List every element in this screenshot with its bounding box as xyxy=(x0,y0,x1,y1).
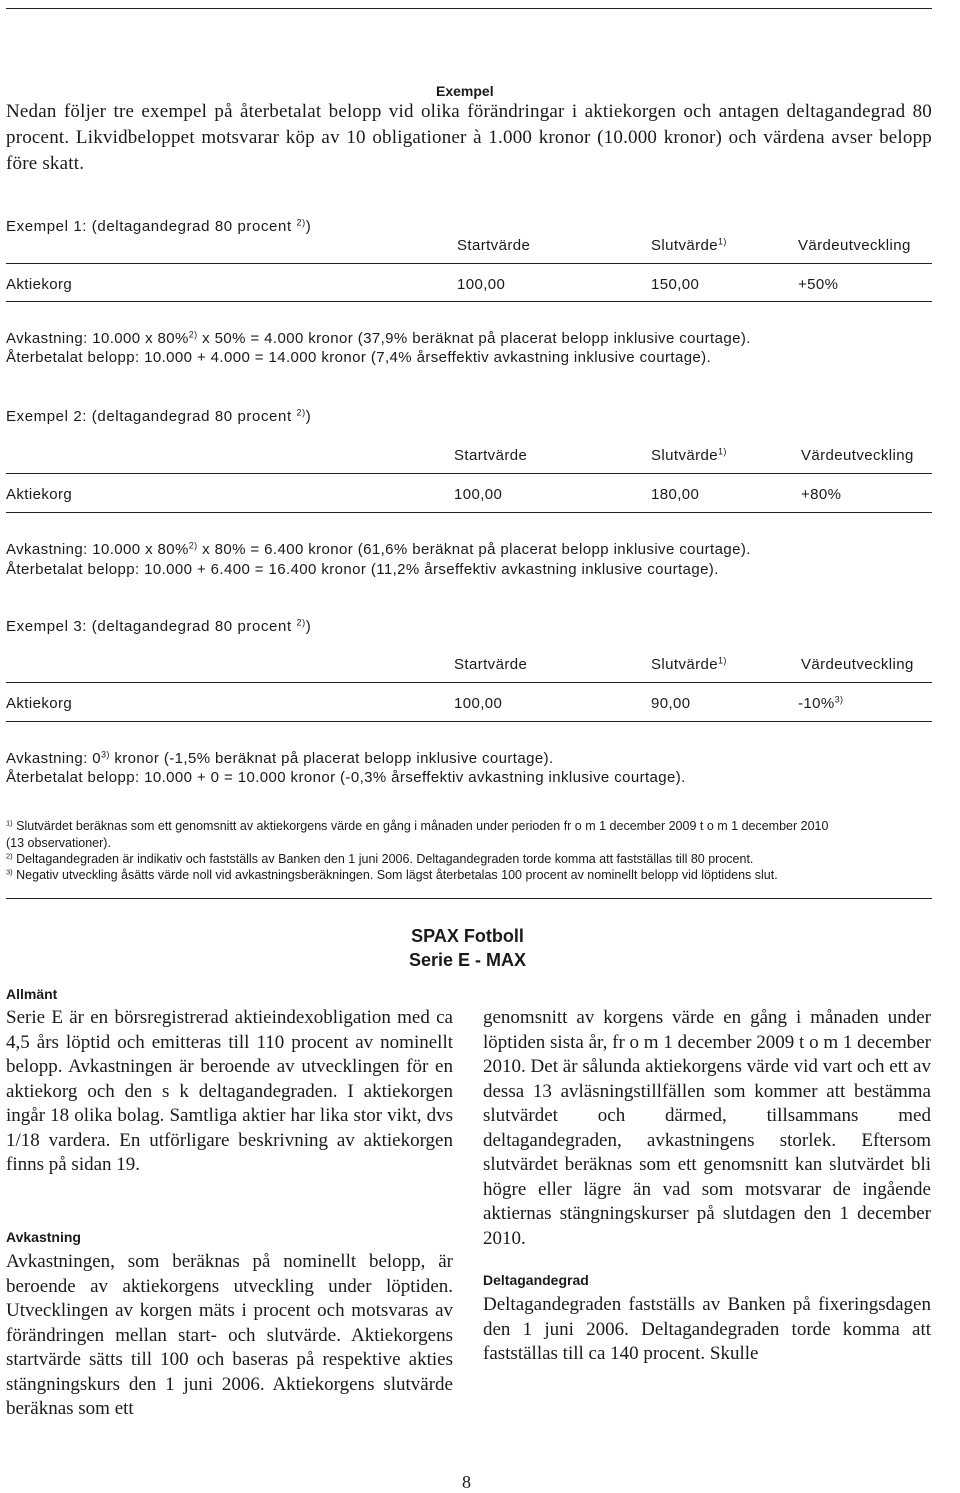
section-heading-allmant: Allmänt xyxy=(6,986,58,1002)
example-3-header-rule xyxy=(6,682,932,683)
example-2-title: Exempel 2: (deltagandegrad 80 procent $^{2)}$) xyxy=(6,407,312,425)
footnote-1-continued: (13 observationer). xyxy=(6,836,111,850)
example-1-row-label: Aktiekorg xyxy=(6,276,73,293)
example-1-start-value: 100,00 xyxy=(457,276,506,293)
example-2-row-label: Aktiekorg xyxy=(6,486,73,503)
footnote-1: $^{1)}$ Slutvärdet beräknas som ett genomsnitt av aktiekorgens värde en gång i månaden under perioden fr o m 1 december 2009 t o m 1 december 2010 xyxy=(6,818,829,833)
section-body-allmant: Serie E är en börsregistrerad aktieindexobligation med ca 4,5 års löptid och emitteras till 110 procent av nominellt belopp. Avkastningen är beroende av utvecklingen för en aktiekorg och den s k deltagandegraden. I aktiekorgen ingår 18 olika bolag. Samtliga aktier har lika stor vikt, dvs 1/18 vardera. En utförligare beskrivning av aktiekorgen finns på sidan 19. xyxy=(6,1007,453,1175)
example-3-title: Exempel 3: (deltagandegrad 80 procent $^{2)}$) xyxy=(6,617,312,635)
col-change-header: Värdeutveckling xyxy=(798,237,911,254)
section-heading-avkastning: Avkastning xyxy=(6,1229,81,1245)
example-2-calc-repaid: Återbetalat belopp: 10.000 + 6.400 = 16.400 kronor (11,2% årseffektiv avkastning inklusive courtage). xyxy=(6,561,719,578)
example-1-end-value: 150,00 xyxy=(651,276,700,293)
example-3-change-value: -10%$^{3)}$ xyxy=(798,694,844,712)
example-3-calc-repaid: Återbetalat belopp: 10.000 + 0 = 10.000 kronor (-0,3% årseffektiv avkastning inklusive courtage). xyxy=(6,769,686,786)
example-intro: Nedan följer tre exempel på återbetalat belopp vid olika förändringar i aktiekorgen och antagen deltagandegrad 80 procent. Likvidbeloppet motsvarar köp av 10 obligationer à 1.000 kronor (10.000 kronor) och värdena avser belopp före skatt. xyxy=(6,101,932,174)
document-title xyxy=(360,924,575,972)
document-title-line-2: Serie E - MAX xyxy=(408,950,527,970)
example-2-header-rule xyxy=(6,473,932,474)
example-3-start-value: 100,00 xyxy=(454,695,503,712)
example-1-header-rule xyxy=(6,263,932,264)
section-heading-deltagandegrad: Deltagandegrad xyxy=(483,1272,589,1288)
col-start-header: Startvärde xyxy=(454,656,528,673)
section-body-avkastning: Avkastningen, som beräknas på nominellt belopp, är beroende av aktiekorgens utveckling under löptiden. Utvecklingen av korgen mäts i procent och motsvaras av förändringen mellan start- och slutvärde. Aktiekorgens startvärde sätts till 100 och baseras på respektive akties stängningskurs den 1 juni 2006. Aktiekorgens slutvärde beräknas som ett xyxy=(6,1251,453,1419)
example-1-calc-repaid: Återbetalat belopp: 10.000 + 4.000 = 14.000 kronor (7,4% årseffektiv avkastning inklusive courtage). xyxy=(6,349,712,366)
col-end-header: Slutvärde$^{1)}$ xyxy=(651,236,727,254)
example-2-change-value: +80% xyxy=(801,486,842,503)
page-number: 8 xyxy=(462,1472,471,1492)
col-change-header: Värdeutveckling xyxy=(801,447,914,464)
example-1-change-value: +50% xyxy=(798,276,839,293)
col-start-header: Startvärde xyxy=(454,447,528,464)
top-border xyxy=(6,8,932,9)
example-1-row-rule xyxy=(6,301,932,302)
example-3-row-label: Aktiekorg xyxy=(6,695,73,712)
example-2-row-rule xyxy=(6,512,932,513)
footnote-2: $^{2)}$ Deltagandegraden är indikativ och fastställs av Banken den 1 juni 2006. Deltagandegraden torde komma att fastställas till 80 procent. xyxy=(6,851,754,866)
example-1-title: Exempel 1: (deltagandegrad 80 procent $^{2)}$) xyxy=(6,217,312,235)
document-title-line-1: SPAX Fotboll xyxy=(411,926,524,946)
example-3-calc-return: Avkastning: 0$^{3)}$ kronor (-1,5% beräknat på placerat belopp inklusive courtage). xyxy=(6,749,554,767)
col-end-header: Slutvärde$^{1)}$ xyxy=(651,446,727,464)
example-2-start-value: 100,00 xyxy=(454,486,503,503)
example-2-calc-return: Avkastning: 10.000 x 80%$^{2)}$ x 80% = 6.400 kronor (61,6% beräknat på placerat belopp inklusive courtage). xyxy=(6,540,751,558)
section-body-deltagandegrad: Deltagandegraden fastställs av Banken på fixeringsdagen den 1 juni 2006. Deltagandegraden torde komma att fastställas till ca 140 procent. Skulle xyxy=(483,1294,931,1364)
example-3-row-rule xyxy=(6,721,932,722)
col-end-header: Slutvärde$^{1)}$ xyxy=(651,655,727,673)
col-change-header: Värdeutveckling xyxy=(801,656,914,673)
example-heading: Exempel xyxy=(436,83,494,99)
example-3-end-value: 90,00 xyxy=(651,695,691,712)
section-body-slutvarde: genomsnitt av korgens värde en gång i månaden under löptiden sista år, fr o m 1 december 2009 t o m 1 december 2010. Det är sålunda aktiekorgens värde vid vart och ett av dessa 13 avläsningstillfällen som kommer att bestämma slutvärdet och därmed, tillsammans med deltagandegraden, avkastningens storlek. Eftersom slutvärdet beräknas som ett genomsnitt kan slutvärdet bli högre eller lägre än vad som motsvarar de ingående aktiernas stängningskurser på slutdagen den 1 december 2010. xyxy=(483,1007,931,1249)
example-2-end-value: 180,00 xyxy=(651,486,700,503)
col-start-header: Startvärde xyxy=(457,237,531,254)
bottom-border xyxy=(6,898,932,899)
footnote-3: $^{3)}$ Negativ utveckling åsätts värde noll vid avkastningsberäkningen. Som lägst återbetalas 100 procent av nominellt belopp vid löptidens slut. xyxy=(6,867,778,882)
example-1-calc-return: Avkastning: 10.000 x 80%$^{2)}$ x 50% = 4.000 kronor (37,9% beräknat på placerat belopp inklusive courtage). xyxy=(6,329,751,347)
